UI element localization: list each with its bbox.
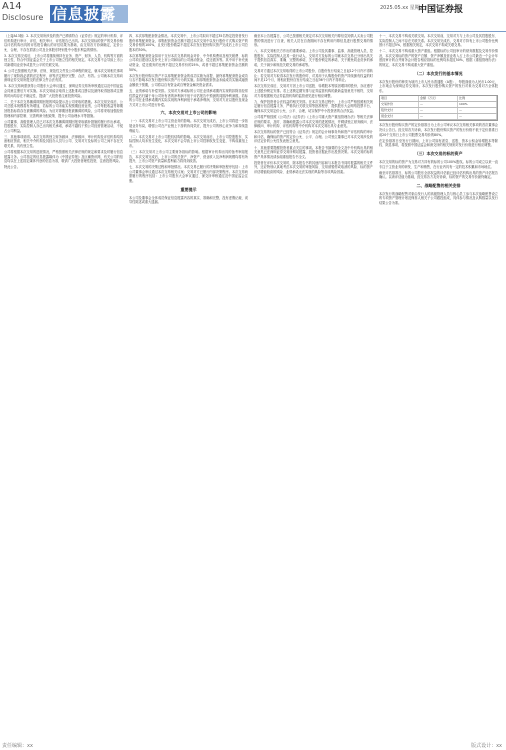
article-paragraph: 七、本次交易的决策过程和审批情况。本次交易已履行的决策和审批程序包括：上市公司董事会审议通过本次交易相关议案；交易对方已履行内部决策程序。本次交易尚需履行的程序包括：上市公司股东大会审议通过、深交所审核通过及中国证监会注册。 [129,165,248,184]
article-subheading: 二、战略配售的相关安排 [416,182,461,188]
article-paragraph: 截至评估基准日，标的公司股东全部权益的评估值已经评估机构出具的资产评估报告确认。以该评估值为基础，经交易各方友好协商，标的资产的交易作价最终确定。 [379,170,498,180]
article-subheading: （二）本次发行的基本情况 [414,70,463,76]
table-cell: — [419,114,458,119]
article-paragraph: 本次交易的标的资产为交易对方持有的标的公司100%股权。标的公司成立以来一直专注于主营业务的研发、生产和销售，在行业内具有一定的技术积累和市场地位。 [379,159,498,169]
section-english-label: Disclosure [2,13,44,22]
newspaper-masthead: 中国证券报 [418,5,464,15]
article-subheading: （三）本次交易的标的资产 [414,150,463,156]
article-paragraph: （二）本次交易对上市公司股权结构的影响。本次交易前后，上市公司控股股东、实际控制人均未发生变化，本次交易不会导致上市公司控制权发生变更，不构成重组上市。 [129,134,248,148]
article-paragraph: 二、关于本次交易摊薄即期回报的风险提示及公司采取的措施。本次交易完成后，公司总股本规模将有所增加，若标的公司未能实现预期经营业绩，公司每股收益等即期回报指标将存在被摊薄的风险。为应对即期回报被摊薄的风险，公司将采取加强经营管理和内部控制、完善利润分配政策、提升公司治理水平等措施。 [4,99,123,118]
article-paragraph: 本次募集配套资金拟用于支付本次交易的现金对价、中介机构费用及相关税费、标的公司项目建设以及补充上市公司和标的公司流动资金、偿还债务等。其中用于补充流动资金、偿还债务的比例不超过交易作价的25%，或者不超过募集配套资金总额的50%。 [129,53,248,72]
article-paragraph: 九、保护投资者合法权益的相关安排。在本次交易过程中，上市公司严格按照相关规定履行信息披露义务、严格执行关联交易等批准程序、提供股东大会网络投票平台，确保本次交易定价公允、公平、合理，切实保护中小投资者的合法权益。 [254,99,373,113]
column-2 [129,34,248,206]
section-title: 信息披露 [52,5,117,23]
page-number: A14 [2,1,22,12]
article-paragraph: 公司董事、高级管理人员已对本次交易摊薄即期回报采取填补措施的履行作出承诺，控股股东、实际控制人亦已出具相关承诺，承诺不越权干预公司经营管理活动，不侵占公司利益。 [4,119,123,133]
footer-designer: 版式设计：xx [471,743,502,749]
article-paragraph: 本次交易完成后，交易对方因上市公司送股、转增股本等原因增持的股份，亦应遵守上述股份锁定安排。若上述锁定期安排与证券监管机构的最新监管意见不相符，交易对方将根据相关证券监管机构的监管意见进行相应调整。 [254,84,373,98]
article-paragraph: 四、本次募集配套资金情况。本次交易中，上市公司拟向不超过35名特定投资者发行股份募集配套资金，募集配套资金总额不超过本次交易中以发行股份方式购买资产的交易价格的100%，且发行股份数量不超过本次发行股份购买资产完成后上市公司总股本的30%。 [129,34,248,52]
article-paragraph: 截至本公告披露日，公司已按照相关规定对本次交易相关内幕信息知情人买卖公司股票的情况进行了自查，相关人员在自查期间不存在利用内幕信息进行股票交易的情形。 [254,34,373,48]
article-paragraph: 十二、本次交易不构成重大资产重组。根据标的公司经审计的财务数据及交易作价情况，本次交易标的资产的资产总额、资产净额及营业收入占上市公司最近一个会计年度经审计的合并财务会计报告相应指标的比例均未超过50%，根据《重组管理办法》的规定，本次交易不构成重大资产重组。 [379,49,498,68]
article-paragraph: 本次发行的战略配售对象由发行人的高级管理人员与核心员工参与本次战略配售设立的专项资产管理计划及保荐人相关子公司跟投组成，具体参与情况及认购数量以发行结果公告为准。 [379,191,498,205]
column-4 [379,34,498,207]
issue-date: 2025.05.xx 星期x [380,5,423,11]
article-paragraph: 本次交易的标的资产已经符合《证券法》规定的会计师事务所和资产评估机构的审计和评估，确保标的资产的定价公允、公平、合理。公司独立董事已对本次交易涉及的评估定价的公允性发表独立意见。 [254,130,373,144]
article-paragraph: 五、业绩承诺与补偿安排。交易对方承诺标的公司在业绩承诺期内实现的扣除非经常性损益后归属于母公司所有者的净利润不低于评估报告中预测的同期净利润数。若标的公司在业绩承诺期内实际实现的净利润低于承诺净利润，交易对方应以股份及现金方式对上市公司进行补偿。 [129,89,248,107]
table-cell: 交易作价 [380,102,419,107]
header-rule [0,31,506,32]
article-paragraph: 十、其他需要提醒投资者重点关注的事项。本报告书摘要的全文及中介机构出具的相关意见已在深圳证券交易所网站披露，投资者应据此作出投资决策。本次交易的标的资产具体情况请参阅重组报告书全文。 [254,145,373,159]
article-paragraph: 本次发行股份购买资产不以募集配套资金的成功实施为前提，最终募集配套资金成功与否不影响本次发行股份购买资产行为的实施。如募集配套资金未能成功实施或融资金额低于预期，公司将以自有资金或自筹资金解决资金需求。 [129,73,248,87]
article-paragraph: 4. 公司已按照相关法律、法规、规范性文件及公司章程的规定，就本次交易相关事项履行了现阶段必需的法定程序，该等法定程序完整、合法、有效。公司就本次交易向深圳证券交易所提交的法律文件合法有效。 [4,69,123,83]
article-paragraph: （上接A13版）2. 本次交易所涉及的资产已聘请符合《证券法》规定的审计机构、评估机构进行审计、评估，相关审计、评估报告已出具。本次交易标的资产的交易价格以评估机构出具的评估报告确认的评估结果为基础，由交易各方协商确定，定价公允、合理，不存在损害公司及全体股东特别是中小股东利益的情形。 [4,34,123,52]
article-paragraph: 投资者在评价本次交易时，除本报告书的其他内容和与本报告书同时披露的相关文件外，还应特别认真地考虑本次交易的审批风险、交易被暂停或取消的风险、标的资产评估增值较高的风险、业绩承诺无法实现的风险等各项风险因素。 [254,160,373,175]
article-paragraph: 3. 本次交易完成后，上市公司将继续保持在业务、资产、财务、人员、机构等方面的独立性，符合中国证监会关于上市公司独立性的相关规定。本次交易不会导致上市公司新增同业竞争或显失公平的关联交易。 [4,53,123,68]
article-paragraph: 交易对方通过本次交易取得的上市公司股份，自股份发行结束之日起12个月内不得转让；若交易对方取得本次发行的股份时，对其用于认购股份的资产持续拥有权益的时间不足12个月，则相应股份自发行结束之日起36个月内不得转让。 [254,69,373,83]
data-table [379,95,498,121]
table-cell: 现金支付 [380,114,419,119]
article-paragraph: 三、其他事项说明。本次交易的独立财务顾问、法律顾问、审计机构及评估机构均具备相应资质，相关中介机构及其经办人员与公司、交易对方及标的公司之间不存在关联关系，具有独立性。 [4,134,123,149]
article-subheading: 六、本次交易对上市公司的影响 [160,110,217,116]
table-cell: 金额（万元） [419,96,458,101]
article-paragraph: 本次发行股份的种类为境内上市人民币普通股（A股），每股面值为人民币1.00元，上市地点为深圳证券交易所。本次发行股份购买资产的发行对象为交易对方全体股东。 [379,79,498,93]
table-cell: 100% [458,102,497,107]
article-paragraph: 特此公告。 [4,165,20,170]
article-paragraph: 公司将严格按照《公司法》《证券法》《上市公司重大资产重组管理办法》等相关法律法规的要求，及时、准确地披露公司本次交易的进展情况，并聘请独立财务顾问、法律顾问、审计机构、评估机构等中介机构对本次交易出具专业意见。 [254,115,373,129]
article-paragraph: 十一、本次交易不构成关联交易。本次交易前，交易对方与上市公司及其控股股东、实际控制人之间不存在关联关系。本次交易完成后，交易对方持有上市公司股份比例预计不超过5%，根据相关规定，本次交易不构成关联交易。 [379,34,498,48]
table-cell: — [419,108,458,113]
table-cell: 项目 [380,96,419,101]
article-subheading: 重要提示 [180,186,197,192]
article-paragraph: 八、本次交易相关方作出的重要承诺。上市公司及其董事、监事、高级管理人员，控股股东、实际控制人及其一致行动人，交易对方及标的公司就本次交易已分别出具关于提供信息真实、准确、完整的承诺，关于股份锁定的承诺，关于避免同业竞争的承诺，关于减少和规范关联交易的承诺等。 [254,49,373,68]
table-row [380,114,497,120]
table-cell: 比例 [458,96,497,101]
table-cell: 股份支付 [380,108,419,113]
page-header [0,0,506,34]
page-footer [0,742,506,750]
table-cell: — [419,102,458,107]
article-paragraph: （一）本次交易对上市公司主营业务的影响。本次交易完成后，上市公司将进一步拓展业务布局，增强公司在产业链上下游的协同效应，提升公司的核心竞争力和持续盈利能力。 [129,119,248,133]
column-1 [4,34,123,172]
article-paragraph: 在定价基准日至发行日期间，上市公司如有派息、送股、资本公积金转增股本等除权、除息事项，将按照中国证监会和深交所的相关规则对发行价格进行相应调整。 [379,138,498,148]
article-paragraph: 公司将根据本次交易的进展情况，严格按照相关法律法规的规定和要求及时履行信息披露义务。公司指定的信息披露媒体为《中国证券报》及巨潮资讯网，有关公司的信息均以在上述指定媒体刊登的信息为准，敬请广大投资者理性投资，注意投资风险。 [4,150,123,164]
footer-editor: 责任编辑：xx [2,743,33,749]
article-paragraph: 本公司及董事会全体成员保证信息披露内容的真实、准确和完整，没有虚假记载、误导性陈述或重大遗漏。 [129,195,248,205]
table-cell: — [458,108,497,113]
column-3 [254,34,373,176]
article-paragraph: 5. 本次交易尚需获得公司股东大会审议通过、深圳证券交易所审核通过以及中国证监会同意注册后方可实施。本次交易能否取得上述批准或注册以及最终取得批准或注册的时间均存在不确定性，提请广大投资者注意投资风险。 [4,84,123,98]
article-paragraph: 本次发行股份购买资产的定价基准日为上市公司审议本次交易相关事项的首次董事会决议公告日。经交易各方协商，本次发行股份购买资产的发行价格不低于定价基准日前20个交易日上市公司股票交易均价的80%。 [379,123,498,137]
table-cell: — [458,114,497,119]
article-paragraph: （三）本次交易对上市公司主要财务指标的影响。根据审计机构出具的备考审阅报告，本次交易完成后，上市公司的总资产、净资产、营业收入及净利润规模均将有所提升，上市公司资产质量和盈利能力将得到改善。 [129,149,248,164]
